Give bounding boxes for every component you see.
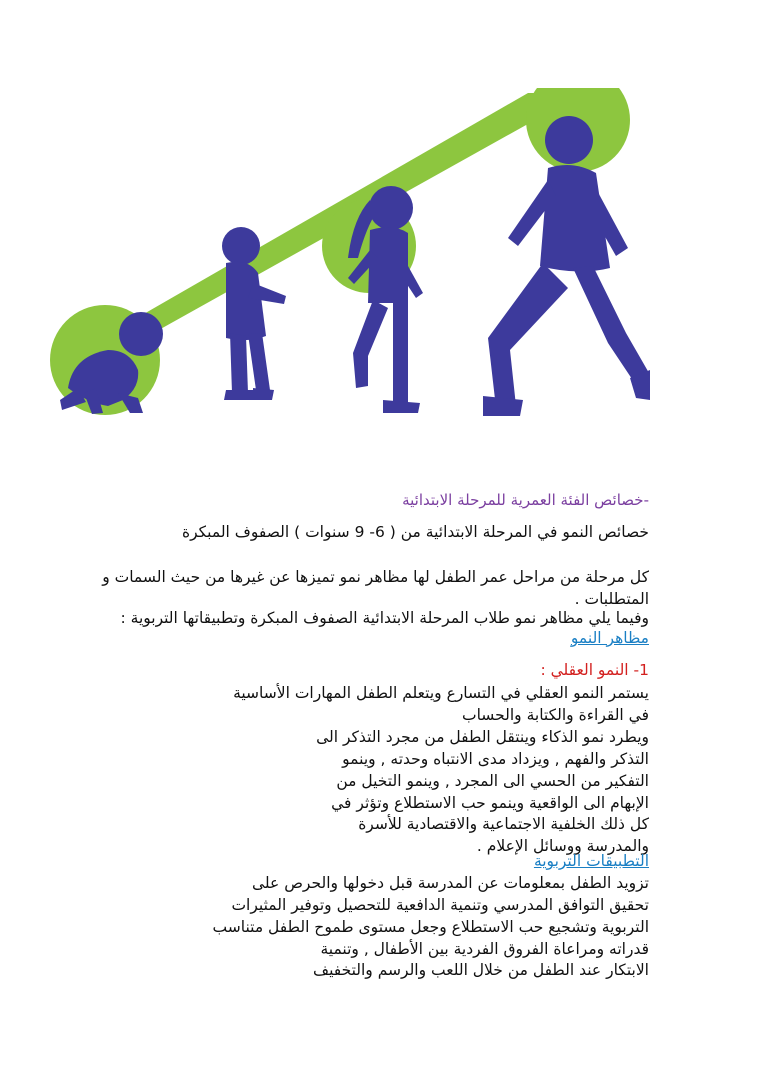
section1-line: الإبهام الى الواقعية وينمو حب الاستطلاع وتؤثر في — [331, 794, 649, 812]
section1-line: في القراءة والكتابة والحساب — [461, 706, 649, 724]
intro-line-3: وفيما يلي مظاهر نمو طلاب المرحلة الابتدائية الصفوف المبكرة وتطبيقاتها التربوية : — [120, 609, 649, 627]
applications-line: تزويد الطفل بمعلومات عن المدرسة قبل دخولها والحرص على — [251, 874, 649, 892]
applications-line: التربوية وتشجيع حب الاستطلاع وجعل مستوى طموح الطفل متناسب — [212, 918, 649, 936]
growth-aspects-link[interactable]: مظاهر النمو — [570, 629, 649, 647]
section1-line: التفكير من الحسي الى المجرد , وينمو التخيل من — [336, 772, 649, 790]
section-heading: -خصائص الفئة العمرية للمرحلة الابتدائية — [402, 491, 649, 509]
section1-line: التذكر والفهم , ويزداد مدى الانتباه وحدته , وينمو — [342, 750, 649, 768]
educational-applications-link[interactable]: التطبيقات التربوية — [533, 852, 649, 870]
boy-silhouette — [483, 116, 650, 416]
girl-silhouette — [348, 186, 423, 413]
section1-line: يستمر النمو العقلي في التسارع ويتعلم الطفل المهارات الأساسية — [233, 684, 649, 702]
applications-line: قدراته ومراعاة الفروق الفردية بين الأطفال , وتنمية — [320, 940, 649, 958]
section1-line: كل ذلك الخلفية الاجتماعية والاقتصادية للأسرة — [358, 815, 649, 833]
applications-line: الابتكار عند الطفل من خلال اللعب والرسم والتخفيف — [313, 961, 649, 979]
intro-line-1: كل مرحلة من مراحل عمر الطفل لها مظاهر نمو تميزها عن غيرها من حيث السمات و — [102, 568, 649, 586]
sub-heading: خصائص النمو في المرحلة الابتدائية من ( 6- 9 سنوات ) الصفوف المبكرة — [181, 523, 649, 541]
child-growth-illustration — [48, 88, 650, 418]
section1-title: 1- النمو العقلي : — [540, 661, 649, 679]
section1-line: ويطرد نمو الذكاء وينتقل الطفل من مجرد التذكر الى — [316, 728, 649, 746]
intro-line-2: المتطلبات . — [574, 590, 649, 608]
applications-line: تحقيق التوافق المدرسي وتنمية الدافعية للتحصيل وتوفير المثيرات — [231, 896, 649, 914]
section1-line: والمدرسة ووسائل الإعلام . — [476, 837, 649, 855]
